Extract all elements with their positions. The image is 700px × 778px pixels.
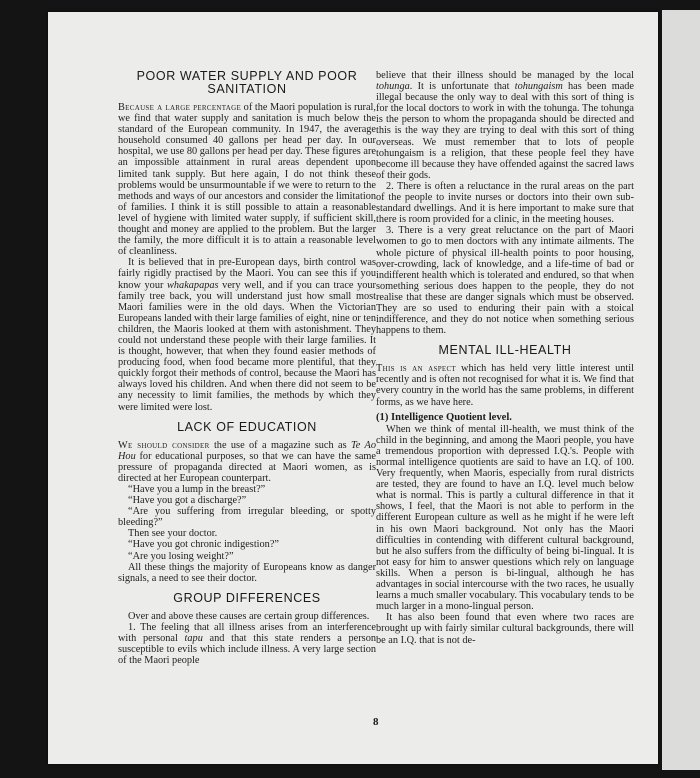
paragraph bbox=[376, 70, 634, 181]
maori-term: tapu bbox=[184, 633, 203, 645]
left-column bbox=[118, 70, 376, 666]
subheading-iq-level: (1) Intelligence Quotient level. bbox=[376, 411, 512, 423]
quote-line: Then see your doctor. bbox=[128, 528, 218, 540]
lead-in: We should consider bbox=[118, 439, 210, 451]
paragraph-text: for educational purposes, so that we can have the same pressure of propaganda directed at Maori women, as is directed at her European counterpart. bbox=[118, 450, 376, 484]
lead-in: This is an aspect bbox=[376, 363, 457, 375]
adjacent-page-edge bbox=[662, 10, 700, 770]
paragraph-text: which has held very little interest until recently and is often not recognised for what it is. We find that every country in the world has the same problems, in different forms, as we have here. bbox=[376, 363, 634, 408]
section-heading-mental-health: MENTAL ILL-HEALTH bbox=[438, 343, 572, 358]
quote-line: “Are you losing weight?” bbox=[128, 550, 234, 562]
paragraph-text: has been made illegal because the only way to deal with this sort of thing is for the local doctors to work in with the tohunga. The tohunga is the person to whom the propaganda should be directed and this is the way they are trying to deal with this sort of thing overseas. We must remember that to lots of people tohungaism is a religion, that these people feel they have become ill because they have offended against the sacred laws of their gods. bbox=[376, 81, 635, 181]
paragraph-text: It is believed that in pre-European days, birth control was fairly rigidly practised by the Maori. You can see this if you know your bbox=[118, 257, 376, 291]
paragraph bbox=[118, 622, 376, 666]
page-number: 8 bbox=[373, 716, 379, 728]
right-column bbox=[376, 70, 634, 646]
paragraph-text: very well, and if you can trace your family tree back, you will understand just how small most Maori families were in the old days. When the Victorian Europeans landed with their large families of eight, nine or ten children, the Maoris looked at them with astonishment. They could not understand these people with their large families. It is thought, however, that when they found easier methods of producing food, when food became more plentiful, that they quickly forgot their methods of control, because the Maori has always loved his children. And when there did not seem to be any necessity to limit families, the methods by which they were limited were lost. bbox=[118, 279, 377, 413]
paragraph bbox=[376, 363, 634, 407]
quote-line: “Are you suffering from irregular bleeding, or spotty bleeding?” bbox=[118, 506, 376, 529]
paragraph bbox=[118, 257, 376, 412]
paragraph-text: and that this state renders a person susceptible to evils which include illness. A very large section of the Maori people bbox=[118, 633, 376, 667]
paragraph: 3. There is a very great reluctance on the part of Maori women to go to men doctors with any intimate ailments. The whole picture of physical ill-health points to poor housing, over-crowding, lack of knowledge, and a life-time of bad or indifferent health which is tolerated and endured, so that when something serious does happen to the people, they do not realise that these are danger signals which must be observed. They are so used to enduring their pain with a stoical indifference, and they do not notice when something serious happens to them. bbox=[376, 225, 634, 337]
paragraph: Over and above these causes are certain group differences. bbox=[128, 610, 370, 622]
maori-term: tohunga bbox=[376, 81, 410, 93]
quote-line: “Have you got chronic indigestion?” bbox=[128, 539, 279, 551]
paragraph: When we think of mental ill-health, we must think of the child in the beginning, and among the Maori people, you have a tremendous proportion with depressed I.Q.'s. People with normal intelligence quotients are said to have an I.Q. of 100. Very frequently, when Maoris, especially from rural districts are tested, they are found to have an I.Q. level much below what is normal. This is partly a cultural difference in that it shows, I feel, that the Maori is not able to perform in the different European culture as well as he might if he were left in his own Maori background. Not only has the Maori difficulties in contending with different cultural background, but he also suffers from the difficulty of being bi-lingual. It is not easy for him to answer questions which rely on language skills. When a person is bi-lingual, although he has advantages in social intercourse with the two races, he usually learns a much smaller vocabulary. This vocabulary tends to be much larger in a mono-lingual person. bbox=[376, 423, 634, 613]
maori-term: tohungaism bbox=[514, 81, 563, 93]
paragraph-text: 1. The feeling that all illness arises from an interference with personal bbox=[118, 621, 376, 645]
paragraph: 2. There is often a reluctance in the rural areas on the part of the people to invite nurses or doctors into their own sub-standard dwellings. And it is here important to make sure that there is room provided for a clinic, in the meeting houses. bbox=[376, 180, 634, 226]
paragraph: All these things the majority of Europeans know as danger signals, a need to see their doctor. bbox=[118, 561, 376, 584]
paragraph-text: the use of a magazine such as bbox=[209, 439, 351, 451]
paragraph-text: of the Maori population is rural, we find that water supply and sanitation is much below the standard of the European community. In 1947, the average household consumed 40 gallons per head per day. In our hospital, we use 80 gallons per head per day. These figures are an impossible attainment in rural areas dependent upon limited tank supply. But here again, I do not think these problems would be unsurmountable if we were to return to the methods and ways of our ancestors and consider the limitation of families. I think it is still possible to attain a reasonable level of hygiene with limited water supply, if sufficient skill, thought and money are applied to the problem. But the larger the family, the more difficult it is to attain a reasonable level of cleanliness. bbox=[118, 102, 376, 258]
paragraph-text: believe that their illness should be managed by the local bbox=[376, 70, 634, 81]
section-heading-group-differences: GROUP DIFFERENCES bbox=[173, 590, 321, 605]
quote-line: “Have you a lump in the breast?” bbox=[128, 484, 266, 495]
section-heading-education: LACK OF EDUCATION bbox=[177, 419, 317, 434]
section-heading-water-supply: POOR WATER SUPPLY AND POOR SANITATION bbox=[136, 69, 358, 96]
paragraph: It has also been found that even where two races are brought up with fairly similar cultural backgrounds, there will be an I.Q. that is not de- bbox=[376, 612, 634, 646]
document-page bbox=[48, 12, 658, 764]
paragraph bbox=[118, 440, 376, 484]
quote-line: “Have you got a discharge?” bbox=[128, 495, 247, 507]
paragraph-text: . It is unfortunate that bbox=[409, 81, 515, 93]
paragraph bbox=[118, 102, 376, 257]
lead-in: Because a large percentage bbox=[118, 102, 242, 113]
maori-term: whakapapas bbox=[167, 279, 219, 291]
magazine-title: Te Ao Hou bbox=[118, 439, 376, 462]
